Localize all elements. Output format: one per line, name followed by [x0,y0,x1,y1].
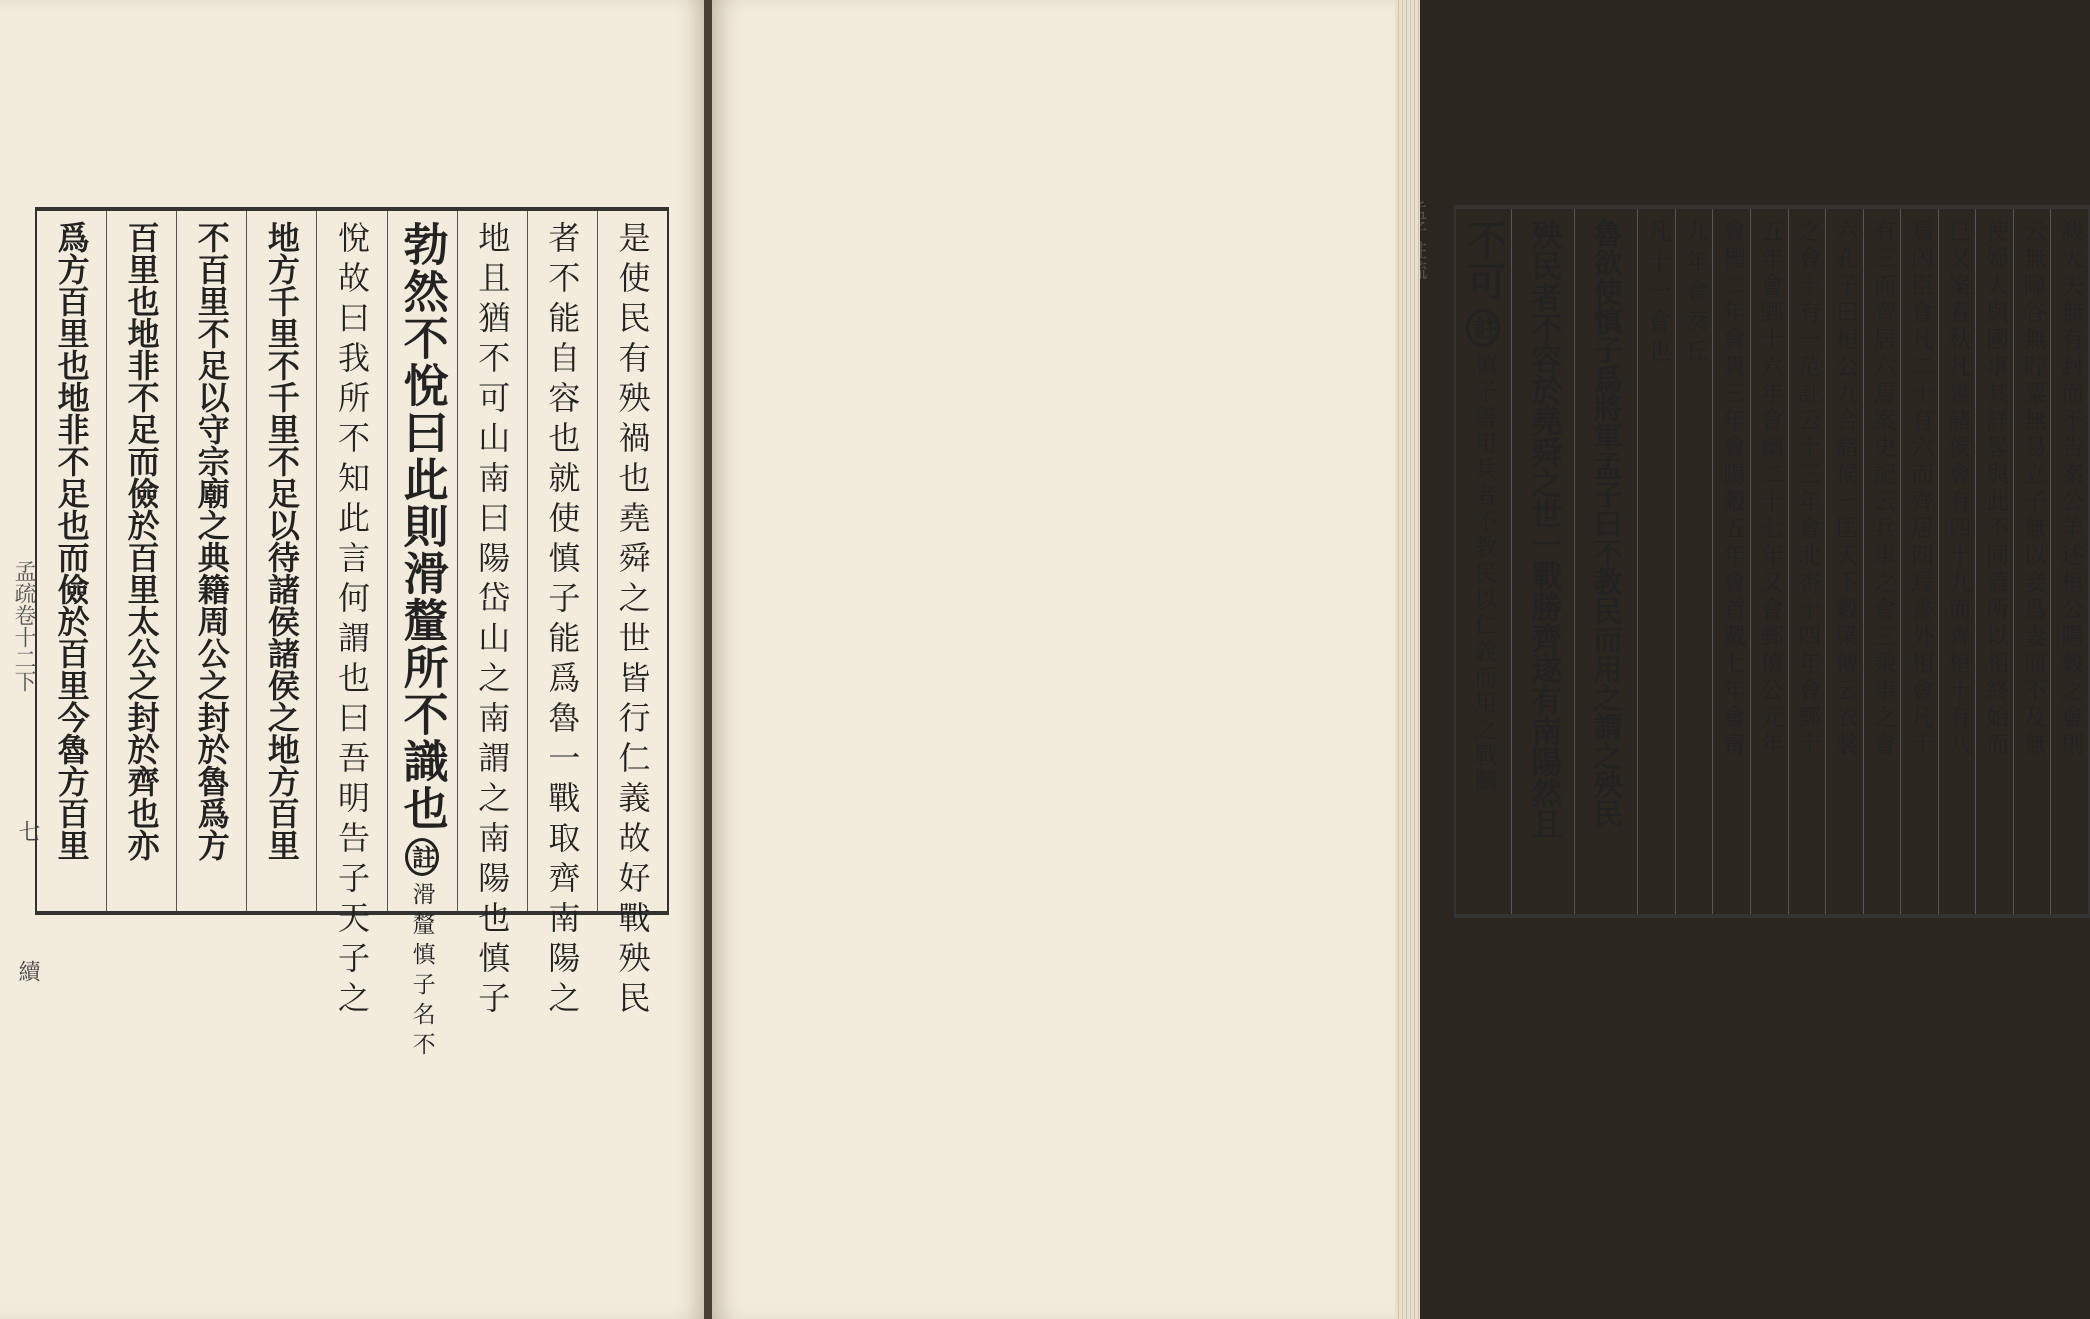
main-text: 不可 [1460,219,1508,303]
column-text: 已又案春秋凡書諸侯會有 [1944,219,1971,516]
right-column-12 [1637,209,1675,914]
column-text: 五年會鄄十六年會幽二十 [1756,219,1783,516]
right-column-3 [1975,209,2013,914]
column-text [1460,209,1508,914]
left-page-number-bottom: 續 [15,960,40,982]
page-edge-stack [1395,0,1420,1319]
column-text: 魯欲使慎子爲將軍孟子曰不教民而用之謂之殃民 [1589,219,1624,828]
column-text-continued: 四十九而齊桓十有八 [1944,516,1971,759]
column-text [395,211,449,1062]
left-column-5 [316,211,386,1021]
right-column-11 [1675,209,1713,914]
right-column-9 [1750,209,1788,914]
left-margin-title: 孟疏卷十二下 [11,560,36,692]
right-text-frame [1454,205,2090,918]
column-text: 不百里不足以守宗廟之典籍周公之封於魯爲方 [192,221,231,861]
right-column-13 [1574,209,1637,914]
right-column-6 [1863,209,1901,914]
right-column-14 [1511,209,1574,914]
column-text: 地方千里不千里不足以待諸侯諸侯之地方百里 [262,221,301,861]
left-column-1 [597,211,667,1021]
right-column-2 [2013,209,2051,914]
left-column-9 [37,211,106,911]
column-text: 殃民者不容於堯舜之世一戰勝齊遂有南陽然且 [1525,219,1562,839]
right-column-4 [1938,209,1976,914]
annotation-badge: 註 [405,838,439,876]
column-text-continued: 匡天下穀梁傳云衣裳 [1831,516,1858,759]
right-column-8 [1788,209,1826,914]
left-column-3 [457,211,527,1021]
column-text: 焉內臣會凡二十有六而齊 [1906,219,1933,516]
right-column-1 [2050,209,2088,914]
column-text-continued: 無以妾爲妻而不及無 [2019,516,2046,759]
left-column-2 [527,211,597,1021]
column-text: 六孔子曰桓公九合諸侯一 [1831,219,1858,516]
left-column-7 [176,211,246,911]
left-text-frame [35,207,669,1062]
column-text: 有三而齊居六焉案史記云 [1869,219,1896,516]
right-column-5 [1900,209,1938,914]
right-page [712,0,2084,1319]
column-text: 地且猶不可山南曰陽岱山之南謂之南陽也慎子 [473,221,512,1021]
commentary-text: 滑釐慎子名不 [408,882,435,1062]
column-text: 殺大夫無有封而不告案公 [2057,219,2084,516]
column-text: 凡十一會也 [1644,219,1671,369]
column-text: 之會十有一范註云十三年 [1794,219,1821,516]
right-column-15 [1456,209,1511,914]
left-page-number: 七 [15,820,40,842]
column-text: 爲方百里也地非不足也而儉於百里今魯方百里 [52,221,91,861]
main-text: 勃然不悅曰此則滑釐所不識也 [395,221,449,832]
column-text-continued: 會北杏十四年會鄄十 [1794,516,1821,759]
left-column-8 [106,211,176,911]
left-column-4 [387,211,457,1062]
column-text: 者不能自容也就使慎子能爲魯一戰取齊南陽之 [543,221,582,1021]
column-text: 九年會葵丘 [1681,219,1708,369]
commentary-text: 慎子善用兵者不教民以仁義而用之戰鬬 [1470,353,1497,795]
column-text-continued: 兵車之會三乘車之會 [1869,516,1896,759]
column-text: 是使民有殃禍也堯舜之世皆行仁義故好戰殃民 [613,221,652,1021]
left-column-6 [246,211,316,911]
left-page [0,0,706,1319]
column-text: 會檉二年會貫三年會陽穀 [1719,219,1746,516]
column-text: 悅故曰我所不知此言何謂也曰吾明告子天子之 [333,221,371,1021]
column-text: 云無障谷無貯粟無易立子 [2019,219,2046,516]
column-text: 使婦人與國事其詳畧與此 [1982,219,2009,516]
column-text-continued: 羊述桓公陽穀之會則 [2057,516,2084,759]
column-text-continued: 不同蓋所以相終始而 [1982,516,2009,759]
column-text-continued: 五年會首戴七年會甯 [1719,516,1746,759]
column-text-continued: 七年又會鄄僖公元年 [1756,516,1783,759]
column-text: 百里也地非不足而儉於百里太公之封於齊也亦 [122,221,161,861]
annotation-badge: 註 [1466,309,1500,347]
right-column-7 [1825,209,1863,914]
column-text-continued: 居四焉書外相會凡十 [1906,516,1933,759]
right-column-10 [1712,209,1750,914]
